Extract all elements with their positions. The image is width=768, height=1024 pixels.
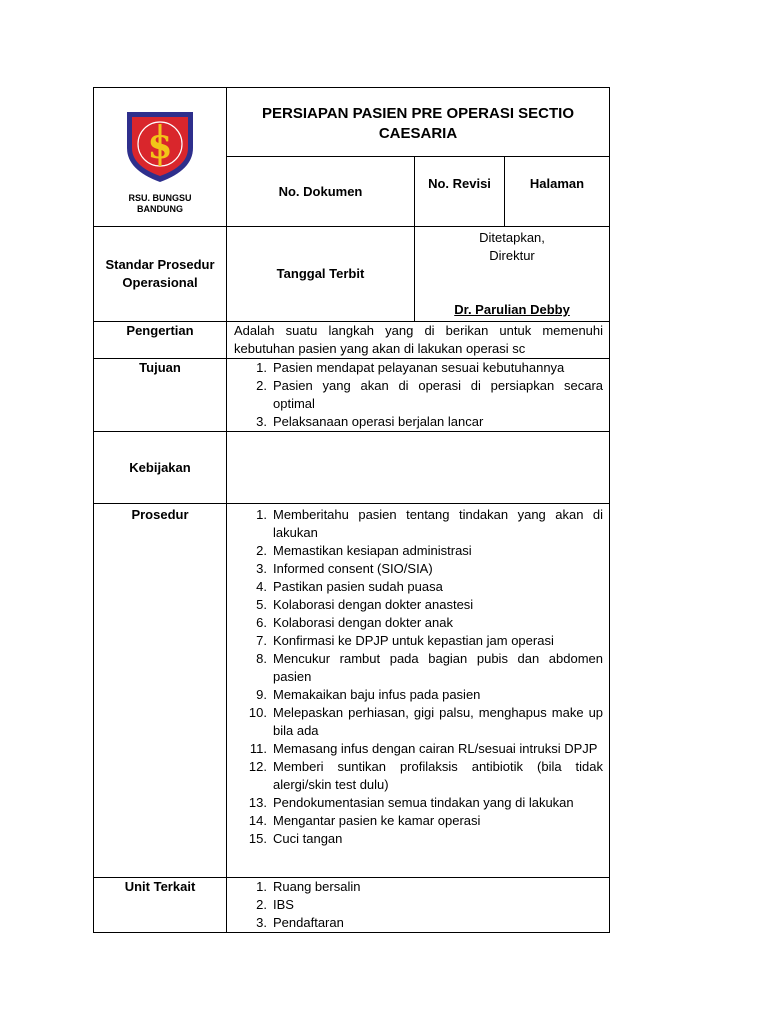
direktur-text: Direktur [489,248,535,263]
no-dokumen-label: No. Dokumen [227,157,415,227]
list-item: 1. Pasien mendapat pelayanan sesuai kebutuhannya [256,360,565,375]
sop-table [93,87,610,933]
kebijakan-label: Kebijakan [94,432,227,504]
sop-label: Standar Prosedur Operasional [94,227,227,322]
kebijakan-content [227,432,610,504]
list-item: 10. Melepaskan perhiasan, gigi palsu, menghapus make up bila ada [248,705,604,738]
prosedur-list-cell [227,504,610,878]
pengertian-text: Adalah suatu langkah yang di berikan untuk memenuhi kebutuhan pasien yang akan di lakukan operasi sc [227,322,610,359]
logo-cell [94,88,227,227]
document-title: PERSIAPAN PASIEN PRE OPERASI SECTIO CAESARIA [227,88,610,157]
halaman-label: Halaman [505,157,610,227]
pengertian-label: Pengertian [94,322,227,359]
list-item: 8. Mencukur rambut pada bagian pubis dan abdomen pasien [256,651,604,684]
tujuan-label: Tujuan [94,359,227,432]
hospital-shield-logo-icon [121,104,199,184]
list-item: 15. Cuci tangan [248,831,343,846]
list-item: 12. Memberi suntikan profilaksis antibiotik (bila tidak alergi/skin test dulu) [248,759,604,792]
unit-terkait-list-cell [227,878,610,933]
list-item: 2. IBS [256,897,294,912]
list-item: 2. Pasien yang akan di operasi di persiapkan secara optimal [256,378,604,411]
prosedur-label: Prosedur [94,504,227,878]
list-item: 3. Pelaksanaan operasi berjalan lancar [256,414,484,429]
list-item: 1. Ruang bersalin [256,879,361,894]
list-item: 13. Pendokumentasian semua tindakan yang di lakukan [248,795,574,810]
list-item: 7. Konfirmasi ke DPJP untuk kepastian jam operasi [256,633,554,648]
signatory-name: Dr. Parulian Debby [454,302,570,317]
hospital-name: RSU. BUNGSU BANDUNG [128,193,192,214]
list-item: 14. Mengantar pasien ke kamar operasi [248,813,481,828]
list-item: 2. Memastikan kesiapan administrasi [256,543,472,558]
no-revisi-label: No. Revisi [415,157,505,227]
list-item: 3. Informed consent (SIO/SIA) [256,561,433,576]
tujuan-list-cell [227,359,610,432]
unit-terkait-list [227,878,609,932]
list-item: 3. Pendaftaran [256,915,344,930]
list-item: 5. Kolaborasi dengan dokter anastesi [256,597,474,612]
list-item: 6. Kolaborasi dengan dokter anak [256,615,453,630]
list-item: 9. Memakaikan baju infus pada pasien [256,687,481,702]
tanggal-terbit-label: Tanggal Terbit [227,227,415,322]
tujuan-list [227,359,609,431]
unit-terkait-label: Unit Terkait [94,878,227,933]
prosedur-list [227,506,609,848]
svg-text:$: $ [147,125,173,167]
list-item: 11. Memasang infus dengan cairan RL/sesuai intruksi DPJP [249,741,598,756]
list-item: 1. Memberitahu pasien tentang tindakan yang akan di lakukan [256,507,604,540]
ditetapkan-text: Ditetapkan, [479,230,545,245]
approval-cell [415,227,610,322]
list-item: 4. Pastikan pasien sudah puasa [256,579,443,594]
